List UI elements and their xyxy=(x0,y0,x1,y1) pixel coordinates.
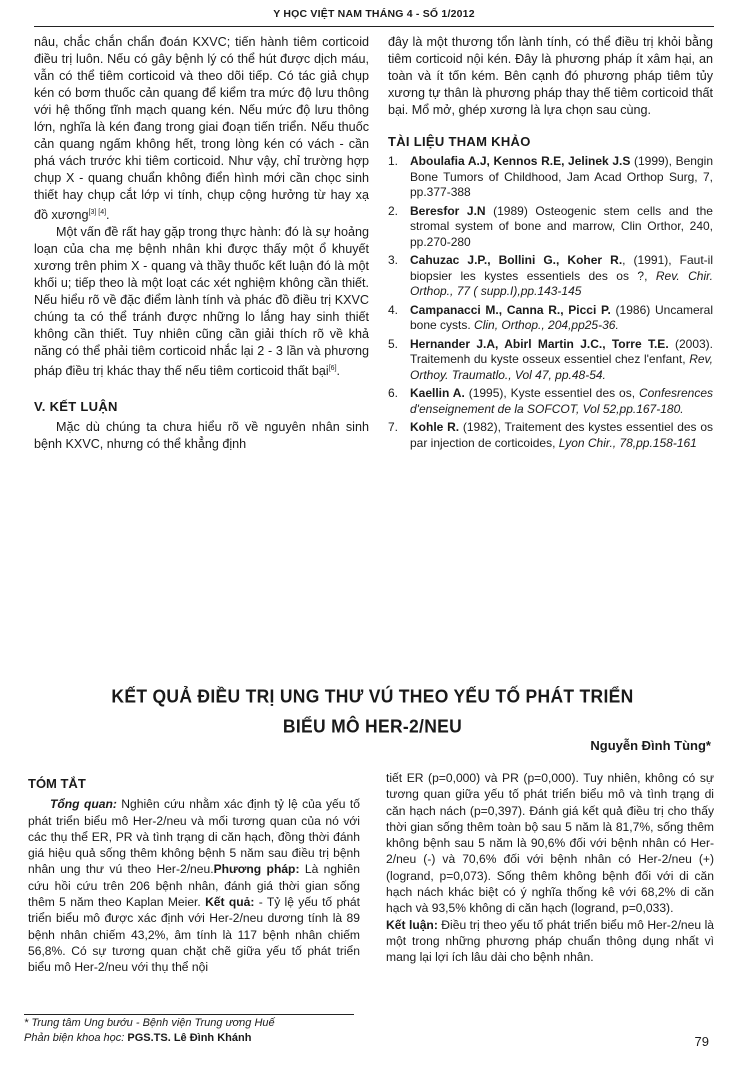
reference-authors: Campanacci M., Canna R., Picci P. xyxy=(410,302,611,317)
title-line: KẾT QUẢ ĐIỀU TRỊ UNG THƯ VÚ THEO YẾU TỐ PHÁT TRIỂN xyxy=(111,685,634,707)
paragraph-text: Một vấn đề rất hay gặp trong thực hành: đó là sự hoảng loạn của cha mẹ bệnh nhân khi được thấy một ổ khuyết xương trên phim X - quang và thầy thuốc kết luận đó là một khối u; tiếp theo là một loạt các xét nghiệm không cần thiết. Nếu hiểu rõ về đặc điểm lành tính và phác đồ điều trị KXVC chúng ta có thể tránh được những lo lắng hay sinh thiết không cần thiết. Tuy nhiên cũng cần giải thích rõ về khả năng có thể phải tiêm corticoid nhắc lại 2 - 3 lần và phương pháp điều trị khác thay thế nếu tiêm corticoid thất bại xyxy=(34,225,369,379)
reference-text: (1999), Bengin Bone Tumors of Childhood, Jam Acad Orthop Surg, 7, pp.377-388 xyxy=(410,154,713,199)
abstract-left-column xyxy=(28,776,360,976)
citation: [3] [4] xyxy=(88,209,107,216)
reference-authors: Beresfor J.N xyxy=(410,203,486,218)
reference-number: 6. xyxy=(388,386,399,400)
label-overview: Tổng quan: xyxy=(50,797,117,812)
abstract-paragraph: tiết ER (p=0,000) và PR (p=0,000). Tuy nhiên, không có sự tương quan giữa yếu tố phát triển biểu mô và tình trạng di căn hạch nách (p=0,397). Đánh giá kết quả điều trị cho thấy thời gian sống thêm toàn bộ sau 5 năm là 81,7%, sống thêm không bệnh sau 5 năm là 90,6% đối với bệnh nhân có Her-2/neu (-) và 70,6% đối với bệnh nhân có Her-2/neu (+) (logrand, p=0,073). Sống thêm không bệnh đối với di căn hạch nách khác biệt có ý nghĩa thống kê với 68,2% di căn hạch và 93,5% không di căn hạch (logrand, p=0,033). xyxy=(386,771,714,916)
reference-number: 4. xyxy=(388,302,399,317)
abstract-right-column xyxy=(386,770,714,966)
reference-source: Lyon Chir., 78,pp.158-161 xyxy=(558,435,697,450)
reference-number: 1. xyxy=(388,154,399,168)
citation: [6] xyxy=(328,365,337,373)
references-list xyxy=(388,154,713,451)
reference-text: (1995), Kyste essentiel des os, xyxy=(464,386,639,400)
article-title xyxy=(60,681,685,741)
abstract-paragraph xyxy=(28,796,360,975)
reference-text: (2003). Traitemenh du kyste osseux essentiel chez l'enfant, xyxy=(410,336,714,366)
reference-item xyxy=(388,154,713,201)
reference-source: Rev. Chir. Orthop., 77 ( supp.I),pp.143-145 xyxy=(410,268,713,298)
abstract-text: Nghiên cứu nhằm xác định tỷ lệ của yếu tố phát triển biểu mô Her-2/neu và mối tương quan của nó với các thụ thể ER, PR và tình trạng di căn hạch, đồng thời đánh giá hiệu quả sống thêm không bệnh 5 năm sau điều trị bệnh nhân ung thư vú theo Her-2/neu. xyxy=(28,797,360,877)
label-method: Phương pháp: xyxy=(213,862,300,877)
reference-authors: Kohle R. xyxy=(410,420,460,434)
paragraph-text: nâu, chắc chắn chẩn đoán KXVC; tiến hành tiêm corticoid điều trị luôn. Nếu có gây bệnh lý có thể hút được dịch máu, vẫn có thể tiêm corticoid và theo dõi tiếp. Có tác giả chụp kén có bơm thuốc cản quang để kiểm tra mức độ lưu thông với hệ thống tĩnh mạch quang kén. Nếu mức độ lưu thông lớn, nghĩa là kén đang trong giai đoạn tiến triển. Nếu thuốc cản quang ngấm không hết, trong lòng kén có vách - cần phá vách trước khi tiêm corticoid. Như vậy, chỉ trường hợp chụp X - quang chuẩn không điển hình mới cần chọc sinh thiết hay chụp cắt lớp vi tính, chụp cộng hưởng từ hay xạ đồ xương xyxy=(34,35,369,223)
reference-number: 2. xyxy=(388,203,399,218)
reference-item xyxy=(388,253,713,300)
body-paragraph: Mặc dù chúng ta chưa hiểu rõ về nguyên nhân sinh bệnh KXVC, nhưng có thể khẳng định xyxy=(34,420,369,452)
reference-number: 7. xyxy=(388,420,399,434)
reference-source: Rev, Orthoy. Traumatlo., Vol 47, pp.48-54. xyxy=(410,352,713,382)
footnote-reviewer xyxy=(24,1031,444,1045)
abstract-text: Là nghiên cứu hồi cứu trên 206 bệnh nhân, đánh giá thời gian sống thêm 5 năm theo Kaplan Meier. xyxy=(28,862,360,910)
upper-left-column xyxy=(34,34,369,453)
label-result: Kết quả: xyxy=(205,895,255,910)
page-number: 79 xyxy=(694,1034,709,1049)
reference-authors: Cahuzac J.P., Bollini G., Koher R. xyxy=(410,253,623,267)
reference-source: Clin, Orthop., 204,pp25-36. xyxy=(474,318,619,332)
running-head: Y HỌC VIỆT NAM THÁNG 4 - SỐ 1/2012 xyxy=(273,8,475,20)
reference-number: 3. xyxy=(388,253,399,267)
body-paragraph: nâu, chắc chắn chẩn đoán KXVC; tiến hành tiêm corticoid điều trị luôn. Nếu có gây bệnh lý có thể hút được dịch máu, vẫn có thể tiêm corticoid và theo dõi tiếp. Có tác giả chụp kén có bơm thuốc cản quang để kiểm tra mức độ lưu thông với hệ thống tĩnh mạch quang kén. Nếu mức độ lưu thông lớn, nghĩa là kén đang trong giai đoạn tiến triển. Nếu thuốc cản quang ngấm không hết, trong lòng kén có vách - cần phá vách trước khi tiêm corticoid. Như vậy, chỉ trường hợp chụp X - quang chuẩn không điển hình mới cần chọc sinh thiết hay chụp cắt lớp vi tính, chụp cộng hưởng từ hay xạ đồ xương[3] [4]. xyxy=(34,35,369,223)
abstract-text: - Tỷ lệ yếu tố phát triển biểu mô được xác định với Her-2/neu dương tính là 89 bệnh nhân chiếm 43,2%, âm tính là 117 bệnh nhân chiếm 56,8%. Có sự tương quan chặt chẽ giữa yếu tố phát triển biểu mô Her-2/neu với thụ thể nội xyxy=(28,895,360,975)
reference-text: (1986) Uncameral bone cysts. xyxy=(410,302,713,332)
reviewer-name: PGS.TS. Lê Đình Khánh xyxy=(124,1032,252,1044)
footnote-rule xyxy=(24,1014,354,1015)
section-heading-conclusion: V. KẾT LUẬN xyxy=(34,399,118,415)
reference-item xyxy=(388,386,713,417)
references-heading: TÀI LIỆU THAM KHẢO xyxy=(388,134,531,149)
reference-item xyxy=(388,420,713,451)
title-line: BIỂU MÔ HER-2/NEU xyxy=(282,715,463,737)
upper-right-column xyxy=(388,34,713,454)
reference-authors: Hernander J.A, Abirl Martin J.C., Torre T.E. xyxy=(410,336,669,351)
reference-text: (1989) Osteogenic stem cells and the stromal system of bone and marrow, Clin Orthor, 240, pp.270-280 xyxy=(410,203,713,249)
reference-item xyxy=(388,337,713,384)
abstract-heading: TÓM TẮT xyxy=(28,776,86,791)
footnote-affiliation: * Trung tâm Ung bướu - Bệnh viện Trung ương Huế xyxy=(24,1017,275,1029)
abstract-text: Điều trị theo yếu tố phát triển biểu mô Her-2/neu là một trong những phương pháp chuẩn thông dụng nhất vì mang lại lợi ích lâu dài cho bệnh nhân. xyxy=(386,917,714,965)
reference-authors: Aboulafia A.J, Kennos R.E, Jelinek J.S xyxy=(410,154,631,168)
reference-item xyxy=(388,303,713,334)
reference-source: Confesrences d'enseignement de la SOFCOT, Vol 52,pp.167-180. xyxy=(410,386,714,416)
reference-text: (1982), Traitement des kystes essentiel des os par injection de corticoides, xyxy=(410,420,713,450)
label-conclusion: Kết luận: xyxy=(386,917,438,932)
body-paragraph: Một vấn đề rất hay gặp trong thực hành: đó là sự hoảng loạn của cha mẹ bệnh nhân khi được thấy một ổ khuyết xương trên phim X - quang và thầy thuốc kết luận đó là một khối u; tiếp theo là một loạt các xét nghiệm không cần thiết. Nếu hiểu rõ về đặc điểm lành tính và phác đồ điều trị KXVC chúng ta có thể tránh được những lo lắng hay sinh thiết không cần thiết. Tuy nhiên cũng cần giải thích rõ về khả năng có thể phải tiêm corticoid nhắc lại 2 - 3 lần và phương pháp điều trị khác thay thế nếu tiêm corticoid thất bại[6]. xyxy=(34,225,369,379)
header-rule xyxy=(34,26,714,27)
reference-item xyxy=(388,204,713,251)
reference-authors: Kaellin A. xyxy=(410,386,465,400)
body-paragraph: đây là một thương tổn lành tính, có thể điều trị khỏi bằng tiêm corticoid nội kén. Đây là phương pháp ít xâm hại, an toàn và ít tốn kém. Bên cạnh đó phương pháp tiêm tủy xương tự thân là phương pháp thay thế tiêm corticoid thất bại. Mổ mở, ghép xương là lựa chọn sau cùng. xyxy=(388,35,713,117)
reference-text: , (1991), Faut-il biopsier les kystes essentiels des os ?, xyxy=(410,253,713,283)
abstract-paragraph xyxy=(386,917,714,966)
reviewer-label: Phản biện khoa học: xyxy=(24,1032,125,1044)
reference-number: 5. xyxy=(388,336,399,351)
author-name: Nguyễn Đình Tùng* xyxy=(590,738,711,753)
